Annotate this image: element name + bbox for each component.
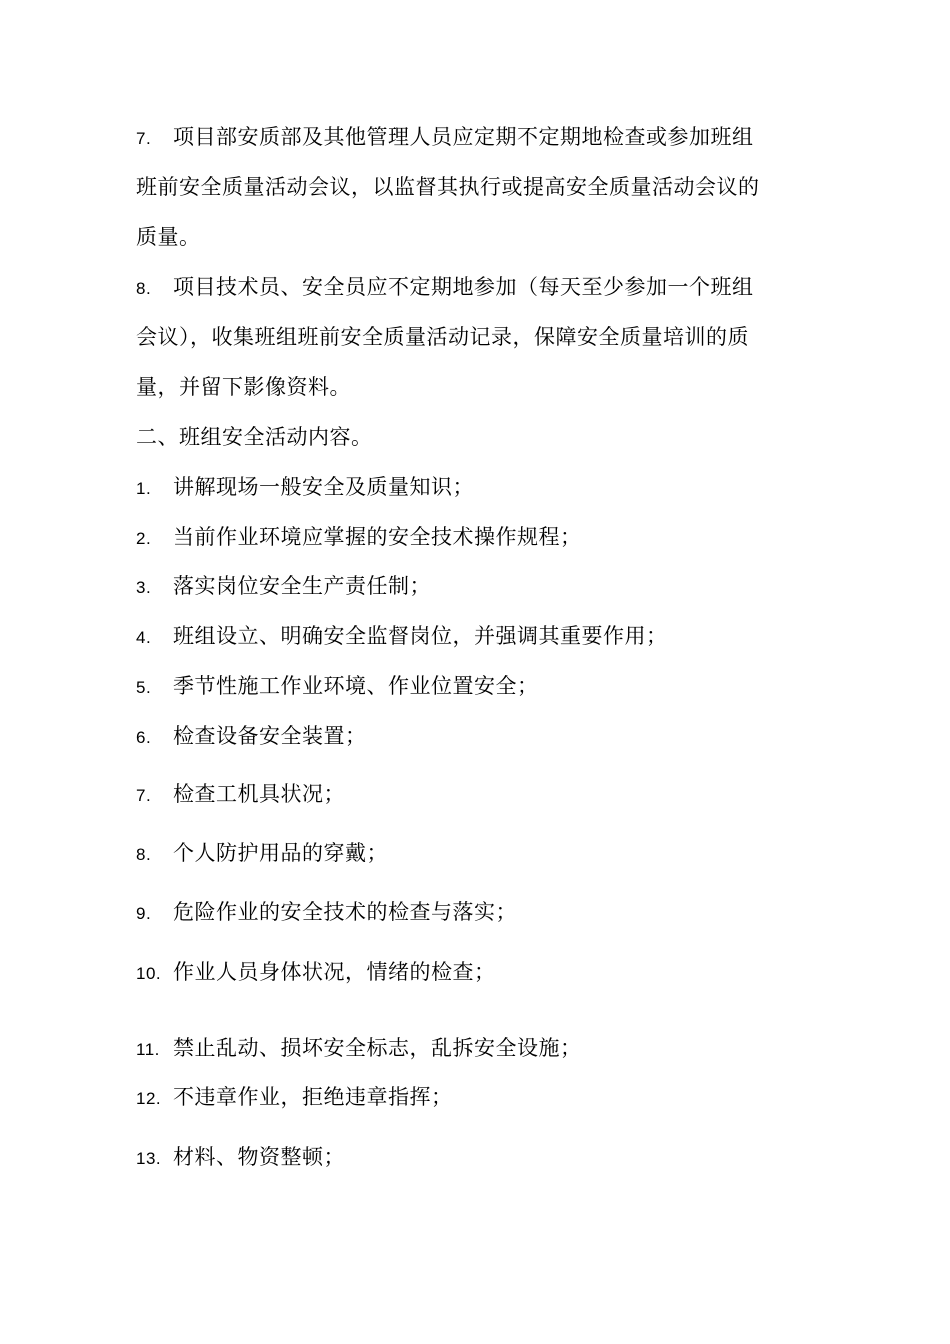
item-text: 检查设备安全装置； — [173, 724, 367, 748]
item-text: 作业人员身体状况，情绪的检查； — [173, 960, 496, 984]
item-text: 危险作业的安全技术的检查与落实； — [173, 900, 517, 924]
item-number: 5. — [136, 678, 152, 697]
list-item — [136, 1145, 345, 1171]
list-item — [136, 475, 474, 501]
item-text: 落实岗位安全生产责任制； — [173, 574, 431, 598]
item-text: 班组设立、明确安全监督岗位，并强调其重要作用； — [173, 624, 668, 648]
list-item — [136, 525, 582, 551]
item-text: 个人防护用品的穿戴； — [173, 841, 388, 865]
item-number: 9. — [136, 904, 152, 923]
item-text: 当前作业环境应掌握的安全技术操作规程； — [173, 525, 582, 549]
list-item — [136, 782, 345, 808]
item-text: 项目部安质部及其他管理人员应定期不定期地检查或参加班组 — [173, 125, 754, 149]
item-number: 6. — [136, 728, 152, 747]
list-item — [136, 724, 367, 750]
list-item — [136, 1085, 453, 1111]
paragraph-item-8-line-1 — [136, 275, 754, 301]
item-number: 2. — [136, 529, 152, 548]
list-item — [136, 574, 431, 600]
item-number: 4. — [136, 628, 152, 647]
item-number: 7. — [136, 129, 152, 148]
item-number: 1. — [136, 479, 152, 498]
item-number: 12. — [136, 1089, 162, 1108]
item-number: 7. — [136, 786, 152, 805]
item-text: 材料、物资整顿； — [173, 1145, 345, 1169]
paragraph-item-7-line-3: 质量。 — [136, 225, 201, 249]
item-number: 10. — [136, 964, 162, 983]
paragraph-item-7-line-1 — [136, 125, 754, 151]
list-item — [136, 674, 539, 700]
item-text: 项目技术员、安全员应不定期地参加（每天至少参加一个班组 — [173, 275, 754, 299]
item-number: 8. — [136, 279, 152, 298]
paragraph-item-8-line-2: 会议），收集班组班前安全质量活动记录，保障安全质量培训的质 — [136, 325, 749, 349]
section-heading: 二、班组安全活动内容。 — [136, 425, 373, 449]
item-number: 8. — [136, 845, 152, 864]
item-text: 禁止乱动、损坏安全标志，乱拆安全设施； — [173, 1036, 582, 1060]
list-item — [136, 624, 668, 650]
paragraph-item-7-line-2: 班前安全质量活动会议，以监督其执行或提高安全质量活动会议的 — [136, 175, 760, 199]
item-text: 检查工机具状况； — [173, 782, 345, 806]
paragraph-item-8-line-3: 量，并留下影像资料。 — [136, 375, 351, 399]
item-number: 13. — [136, 1149, 162, 1168]
item-text: 不违章作业，拒绝违章指挥； — [173, 1085, 453, 1109]
list-item — [136, 900, 517, 926]
list-item — [136, 841, 388, 867]
item-text: 季节性施工作业环境、作业位置安全； — [173, 674, 539, 698]
item-number: 3. — [136, 578, 152, 597]
list-item — [136, 960, 496, 986]
item-text: 讲解现场一般安全及质量知识； — [173, 475, 474, 499]
item-number: 11. — [136, 1040, 160, 1059]
list-item — [136, 1036, 582, 1062]
